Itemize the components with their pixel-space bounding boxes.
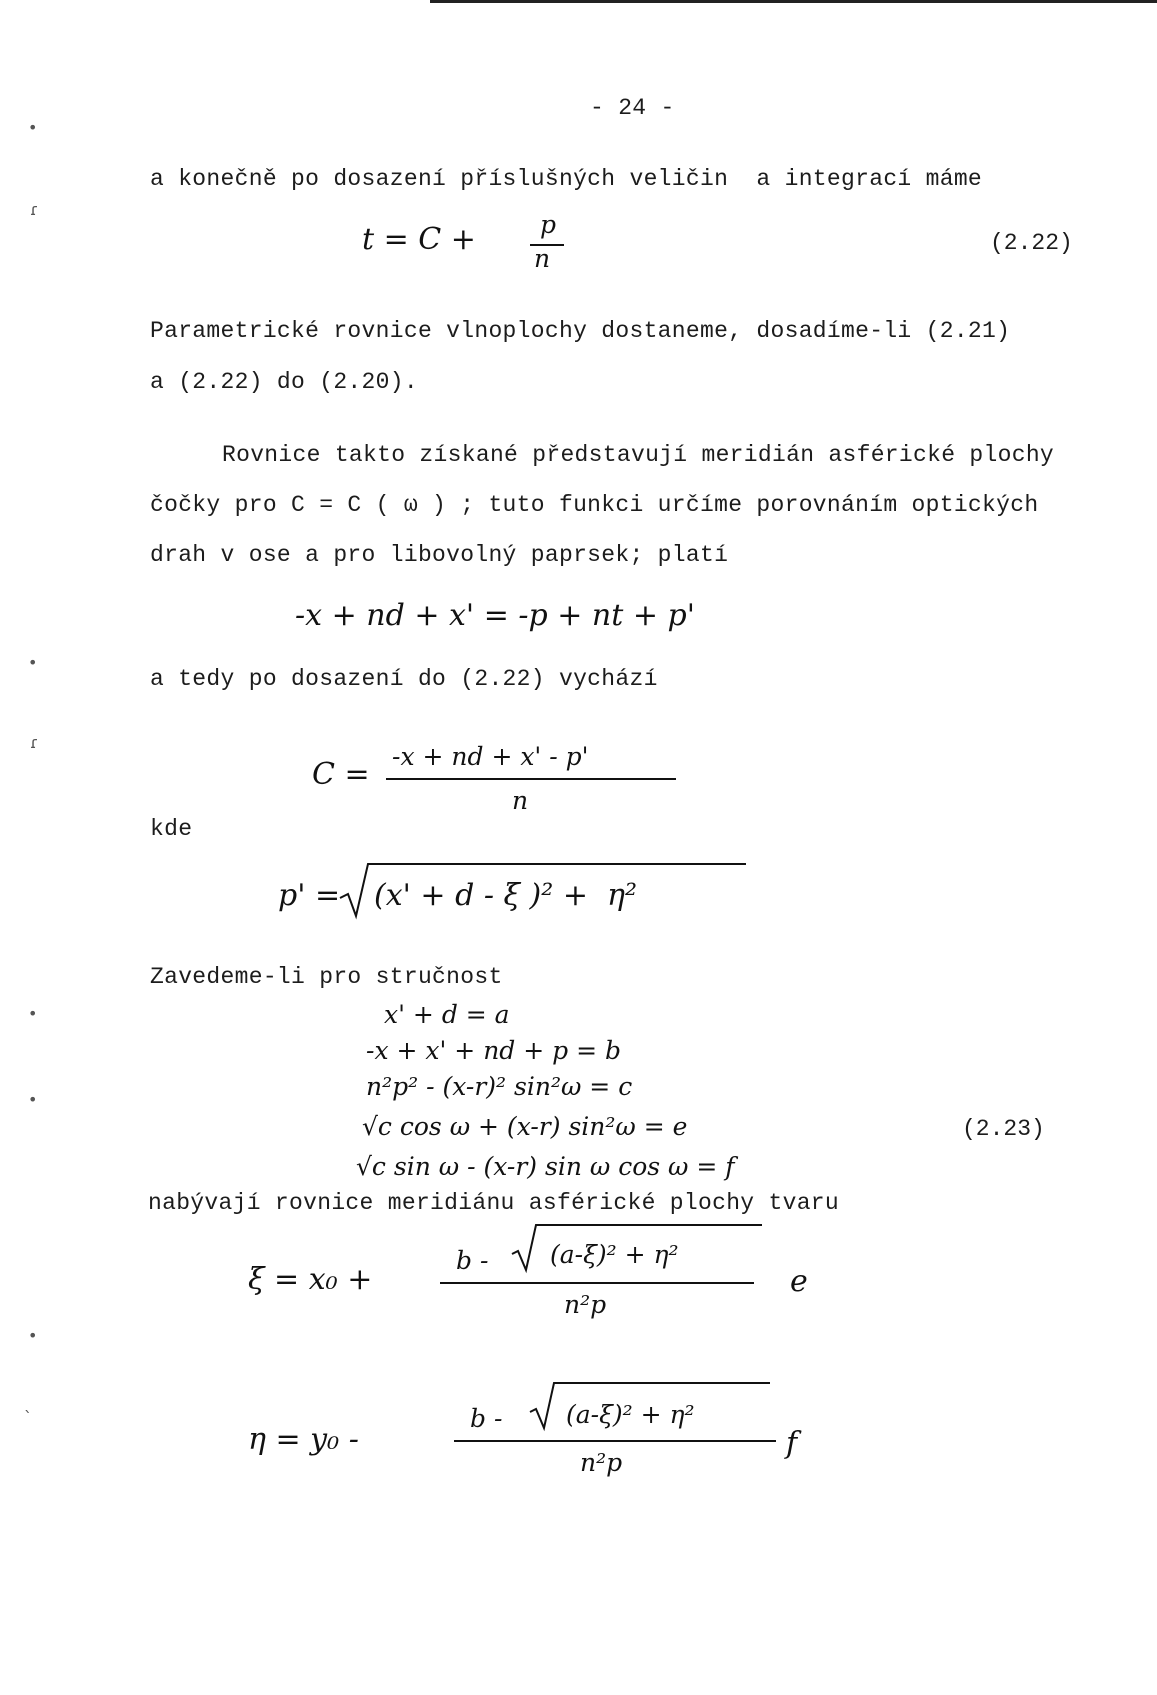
fraction-denominator: n²p bbox=[580, 1448, 623, 1477]
equation-lhs: η = y₀ - bbox=[248, 1422, 359, 1457]
fraction-denominator: n bbox=[512, 786, 529, 815]
text-line: a (2.22) do (2.20). bbox=[150, 369, 418, 395]
equation-lhs: t = C + bbox=[362, 222, 476, 257]
fraction-denominator: n²p bbox=[564, 1290, 607, 1319]
numerator-term: b - bbox=[456, 1246, 489, 1275]
radicand: (a-ξ)² + η² bbox=[550, 1240, 679, 1269]
margin-tick: ˋ bbox=[24, 1408, 32, 1427]
definition-b: -x + x' + nd + p = b bbox=[366, 1036, 621, 1065]
text-line: a tedy po dosazení do (2.22) vychází bbox=[150, 666, 658, 692]
definition-e: √c cos ω + (x-r) sin²ω = e bbox=[362, 1112, 688, 1141]
fraction-denominator: n bbox=[534, 244, 551, 273]
text-line: Zavedeme-li pro stručnost bbox=[150, 964, 503, 990]
fraction-numerator: -x + nd + x' - p' bbox=[392, 742, 589, 771]
top-border-line bbox=[430, 0, 1157, 3]
numerator-term: b - bbox=[470, 1404, 503, 1433]
margin-tick: ɾ bbox=[30, 733, 39, 752]
definition-a: x' + d = a bbox=[384, 1000, 510, 1029]
fraction-bar bbox=[386, 778, 676, 780]
equation-optical-path: -x + nd + x' = -p + nt + p' bbox=[295, 598, 695, 633]
fraction-bar bbox=[440, 1282, 754, 1284]
margin-dot: • bbox=[28, 1326, 38, 1345]
page-number: - 24 - bbox=[590, 95, 675, 121]
text-line: drah v ose a pro libovolný paprsek; platí bbox=[150, 542, 729, 568]
margin-dot: • bbox=[28, 118, 38, 137]
trailing-factor: f bbox=[786, 1426, 798, 1461]
trailing-factor: e bbox=[790, 1264, 808, 1299]
text-line: Rovnice takto získané představují meridián asférické plochy bbox=[222, 442, 1055, 468]
margin-dot: • bbox=[28, 1004, 38, 1023]
margin-tick: ɾ bbox=[30, 200, 39, 219]
equation-number: (2.22) bbox=[990, 230, 1073, 256]
fraction-numerator: p bbox=[540, 210, 557, 239]
fraction-bar bbox=[454, 1440, 776, 1442]
equation-lhs: ξ = x₀ + bbox=[248, 1262, 373, 1297]
radicand: (a-ξ)² + η² bbox=[566, 1400, 695, 1429]
definition-c: n²p² - (x-r)² sin²ω = c bbox=[366, 1072, 633, 1101]
margin-dot: • bbox=[28, 653, 38, 672]
margin-dot: • bbox=[28, 1090, 38, 1109]
equation-lhs: C = bbox=[312, 757, 370, 792]
radicand: (x' + d - ξ )² + η² bbox=[374, 878, 638, 913]
text-line: a konečně po dosazení příslušných veličin a integrací máme bbox=[150, 166, 983, 192]
text-line: nabývají rovnice meridiánu asférické plochy tvaru bbox=[148, 1190, 840, 1216]
equation-number: (2.23) bbox=[962, 1116, 1045, 1142]
equation-lhs: p' = bbox=[278, 878, 341, 913]
text-line: Parametrické rovnice vlnoplochy dostaneme, dosadíme-li (2.21) bbox=[150, 318, 1011, 344]
text-line: kde bbox=[150, 816, 193, 842]
definition-f: √c sin ω - (x-r) sin ω cos ω = f bbox=[356, 1152, 735, 1181]
text-line: čočky pro C = C ( ω ) ; tuto funkci určíme porovnáním optických bbox=[150, 492, 1039, 518]
